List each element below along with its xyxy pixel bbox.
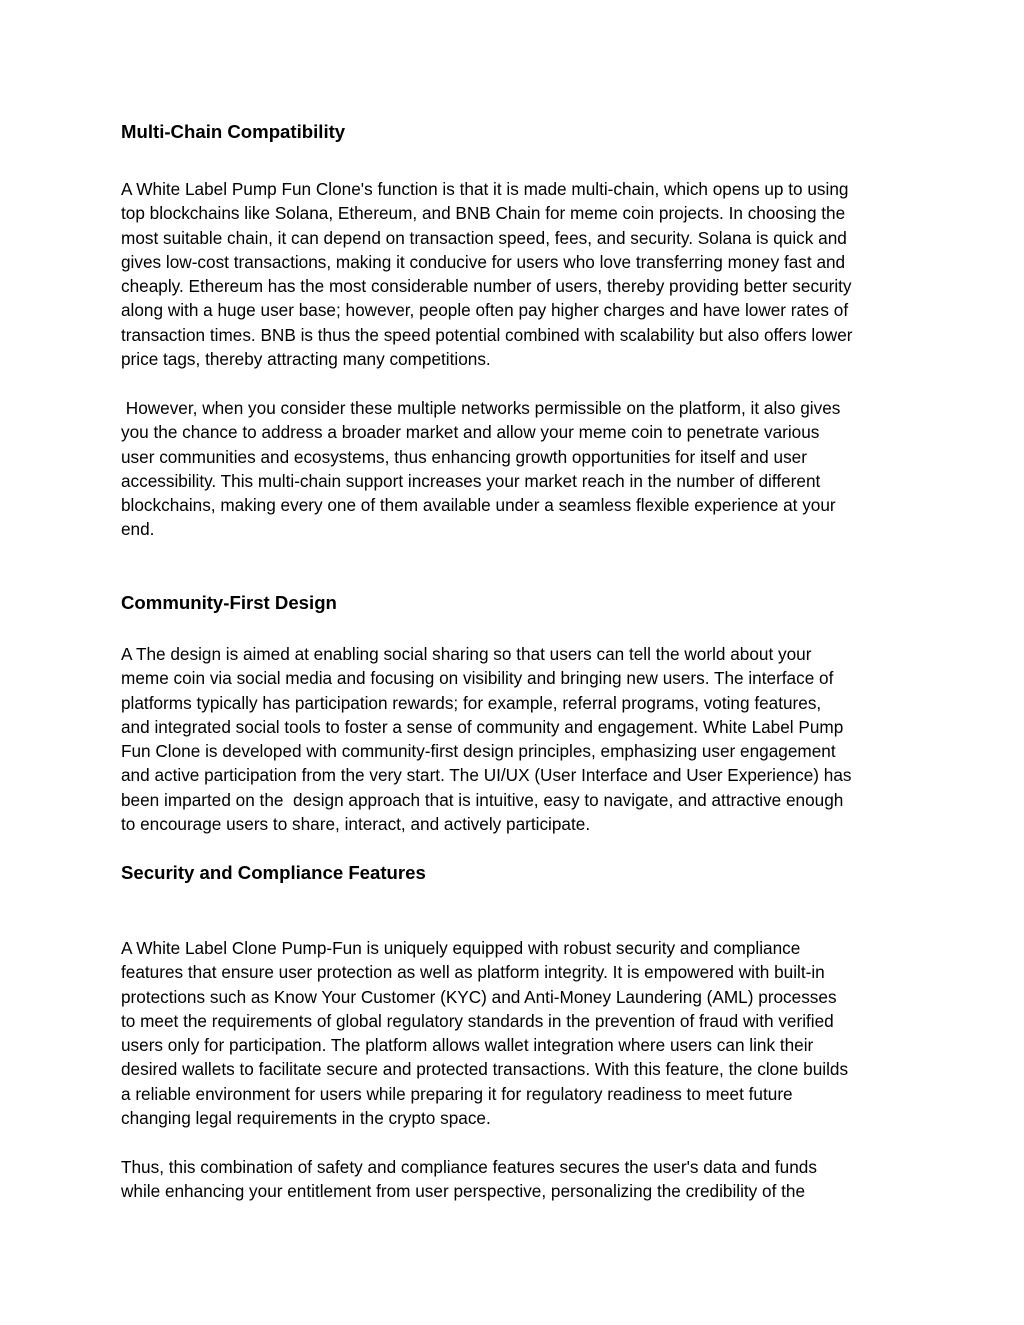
text-line: and integrated social tools to foster a sense of community and engagement. White Label Pump xyxy=(121,716,844,737)
text-line: price tags, thereby attracting many competitions. xyxy=(121,349,491,370)
text-line: Thus, this combination of safety and compliance features secures the user's data and funds xyxy=(121,1157,817,1177)
text-line: protections such as Know Your Customer (KYC) and Anti-Money Laundering (AML) processes xyxy=(121,986,837,1007)
text-line: cheaply. Ethereum has the most considerable number of users, thereby providing better security xyxy=(121,276,852,297)
section-heading-community-first: Community-First Design xyxy=(121,592,337,613)
text-line: transaction times. BNB is thus the speed potential combined with scalability but also offers lower xyxy=(121,324,853,345)
text-line: top blockchains like Solana, Ethereum, and BNB Chain for meme coin projects. In choosing the xyxy=(121,203,846,224)
text-line: A The design is aimed at enabling social sharing so that users can tell the world about your xyxy=(121,644,812,664)
text-line: meme coin via social media and focusing on visibility and bringing new users. The interface of xyxy=(121,668,834,689)
section-heading-security-compliance: Security and Compliance Features xyxy=(121,862,426,883)
text-line: you the chance to address a broader market and allow your meme coin to penetrate various xyxy=(121,422,820,443)
text-line: A White Label Pump Fun Clone's function is that it is made multi-chain, which opens up to using xyxy=(121,179,849,199)
text-line: changing legal requirements in the crypto space. xyxy=(121,1108,491,1129)
paragraph-security-2 xyxy=(121,1155,911,1204)
text-line: A White Label Clone Pump-Fun is uniquely equipped with robust security and compliance xyxy=(121,938,801,958)
text-line: users only for participation. The platform allows wallet integration where users can link their xyxy=(121,1035,814,1056)
text-line: most suitable chain, it can depend on transaction speed, fees, and security. Solana is quick and xyxy=(121,227,847,248)
text-line: Fun Clone is developed with community-first design principles, emphasizing user engagement xyxy=(121,741,836,762)
text-line: to encourage users to share, interact, and actively participate. xyxy=(121,814,591,835)
section-heading-multi-chain: Multi-Chain Compatibility xyxy=(121,121,346,142)
text-line: end. xyxy=(121,519,155,540)
text-line: while enhancing your entitlement from user perspective, personalizing the credibility of the xyxy=(121,1181,806,1202)
paragraph-multi-chain-2 xyxy=(121,396,911,542)
text-line: blockchains, making every one of them available under a seamless flexible experience at your xyxy=(121,495,836,516)
text-line: a reliable environment for users while preparing it for regulatory readiness to meet future xyxy=(121,1083,793,1104)
paragraph-security-1 xyxy=(121,936,911,1130)
text-line: and active participation from the very start. The UI/UX (User Interface and User Experience) has xyxy=(121,765,852,786)
text-line: features that ensure user protection as well as platform integrity. It is empowered with built-in xyxy=(121,962,825,983)
text-line: gives low-cost transactions, making it conducive for users who love transferring money fast and xyxy=(121,251,846,272)
paragraph-multi-chain-1 xyxy=(121,177,911,371)
text-line: been imparted on the design approach that is intuitive, easy to navigate, and attractive enough xyxy=(121,789,844,810)
text-line: accessibility. This multi-chain support increases your market reach in the number of different xyxy=(121,470,821,491)
text-line: along with a huge user base; however, people often pay higher charges and have lower rates of xyxy=(121,300,849,321)
text-line: user communities and ecosystems, thus enhancing growth opportunities for itself and user xyxy=(121,446,807,467)
paragraph-community-first-1 xyxy=(121,642,911,836)
text-line: desired wallets to facilitate secure and protected transactions. With this feature, the clone builds xyxy=(121,1059,849,1080)
text-line: to meet the requirements of global regulatory standards in the prevention of fraud with verified xyxy=(121,1010,834,1031)
text-line: However, when you consider these multiple networks permissible on the platform, it also gives xyxy=(121,398,841,418)
text-line: platforms typically has participation rewards; for example, referral programs, voting features, xyxy=(121,692,822,713)
